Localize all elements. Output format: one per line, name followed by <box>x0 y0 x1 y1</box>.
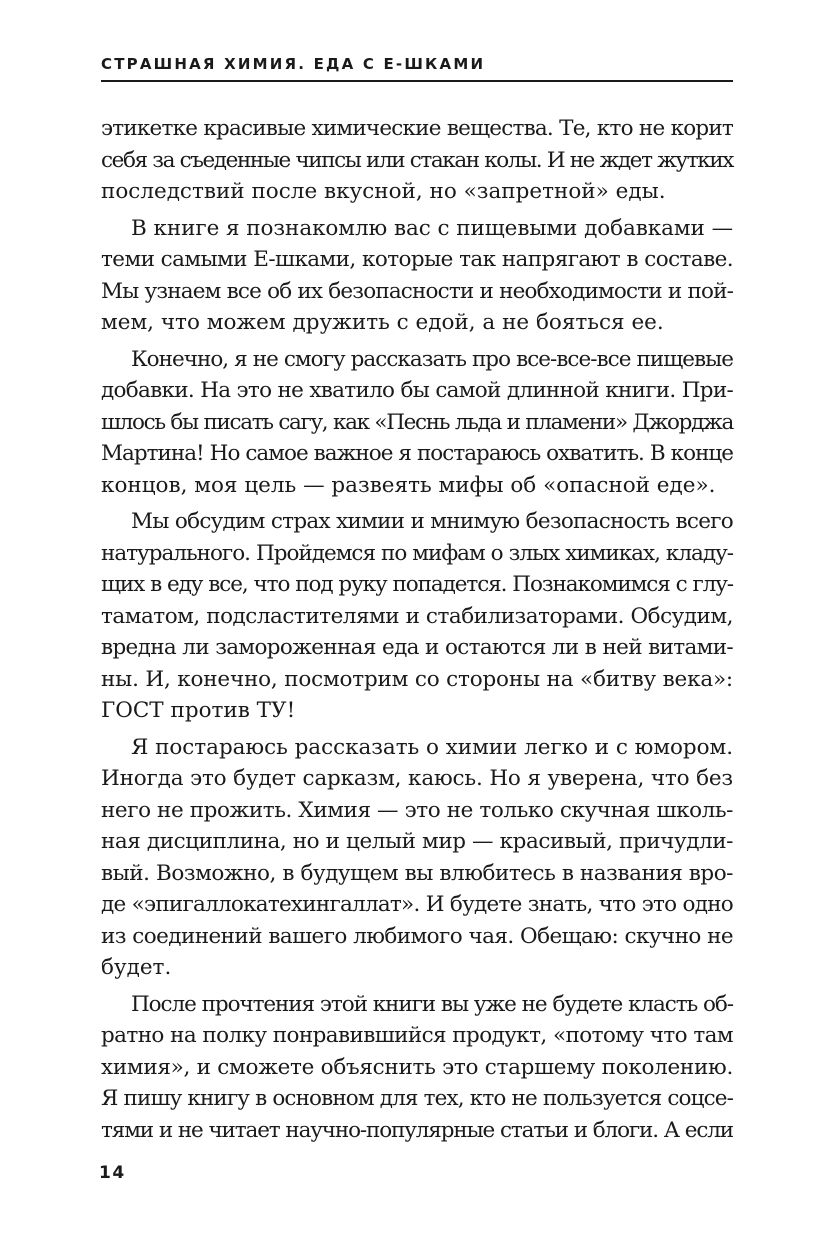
running-header-title: СТРАШНАЯ ХИМИЯ. ЕДА С Е-ШКАМИ <box>101 55 486 73</box>
text-line: Иногда это будет сарказм, каюсь. Но я уверена, что без <box>101 766 733 791</box>
text-line: ная дисциплина, но и целый мир — красивый, причудли- <box>101 829 733 854</box>
paragraph-6 <box>101 989 733 1147</box>
text-line: добавки. На это не хватило бы самой длинной книги. При- <box>101 378 733 403</box>
text-line: Я постараюсь рассказать о химии легко и с юмором. <box>131 734 733 760</box>
text-line: Мы обсудим страх химии и мнимую безопасность всего <box>131 509 733 534</box>
header-divider <box>101 80 733 82</box>
text-line: Конечно, я не смогу рассказать про все-все-все пищевые <box>131 346 733 372</box>
text-line: мем, что можем дружить с едой, а не бояться ее. <box>101 310 664 335</box>
paragraph-5 <box>101 732 733 984</box>
text-line: из соединений вашего любимого чая. Обещаю: скучно не <box>101 923 733 949</box>
text-line: Мы узнаем все об их безопасности и необходимости и пой- <box>101 278 733 304</box>
text-line: ратно на полку понравившийся продукт, «потому что там <box>101 1023 733 1048</box>
page-number: 14 <box>99 1163 126 1183</box>
text-line: В книге я познакомлю вас с пищевыми добавками — <box>131 215 733 241</box>
text-line: него не прожить. Химия — это не только скучная школь- <box>101 797 733 823</box>
text-line: Я пишу книгу в основном для тех, кто не пользуется соцсе- <box>101 1086 733 1111</box>
text-line: этикетке красивые химические вещества. Те, кто не корит <box>101 116 733 141</box>
text-line: шлось бы писать сагу, как «Песнь льда и пламени» Джорджа <box>101 409 733 435</box>
text-line: концов, моя цель — развеять мифы об «опасной еде». <box>101 472 716 498</box>
text-line: вредна ли замороженная еда и остаются ли в ней витами- <box>101 635 733 660</box>
text-line: ны. И, конечно, посмотрим со стороны на «битву века»: <box>101 666 733 692</box>
paragraph-2 <box>101 213 733 339</box>
text-line: теми самыми Е-шками, которые так напрягают в составе. <box>101 247 733 272</box>
text-line: щих в еду все, что под руку попадется. Познакомимся с глу- <box>101 572 733 597</box>
text-line: натурального. Пройдемся по мифам о злых химиках, кладу- <box>101 540 733 566</box>
text-line: будет. <box>101 955 172 980</box>
text-line: де «эпигаллокатехингаллат». И будете знать, что это одно <box>101 892 733 917</box>
text-line: ГОСТ против ТУ! <box>101 698 296 723</box>
text-line: таматом, подсластителями и стабилизаторами. Обсудим, <box>101 603 733 629</box>
text-line: тями и не читает научно-популярные статьи и блоги. А если <box>101 1117 733 1143</box>
text-line: После прочтения этой книги вы уже не будете класть об- <box>131 991 733 1017</box>
paragraph-1 <box>101 113 733 208</box>
text-line: себя за съеденные чипсы или стакан колы. И не ждет жутких <box>101 147 733 173</box>
paragraph-4 <box>101 506 733 727</box>
body-text <box>101 113 733 1146</box>
text-line: химия», и сможете объяснить это старшему поколению. <box>101 1054 733 1080</box>
text-line: вый. Возможно, в будущем вы влюбитесь в названия вро- <box>101 860 733 886</box>
text-line: последствий после вкусной, но «запретной» еды. <box>101 179 666 204</box>
paragraph-3 <box>101 344 733 502</box>
text-line: Мартина! Но самое важное я постараюсь охватить. В конце <box>101 441 733 466</box>
